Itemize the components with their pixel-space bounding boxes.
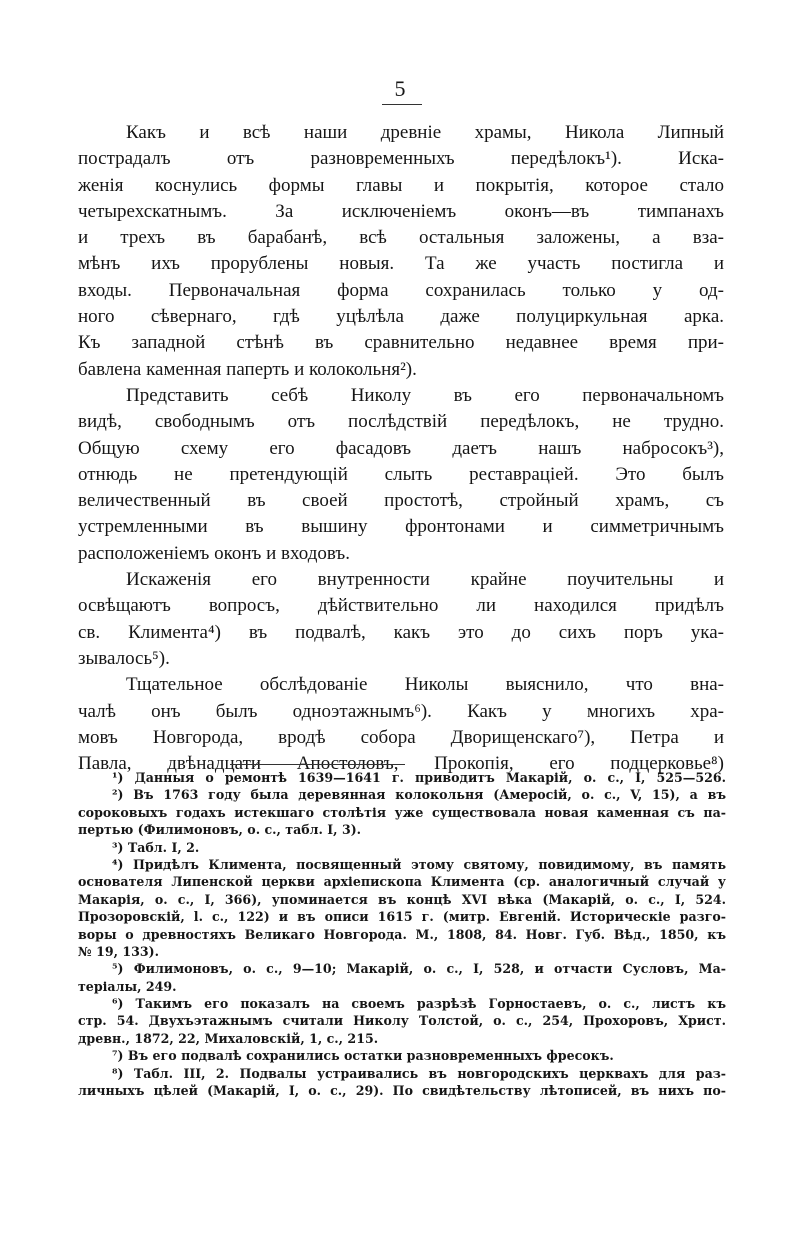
footnote-line: Макарія, о. с., I, 366), упоминается въ концѣ XVI вѣка (Макарій, о. с., I, 524. xyxy=(78,891,726,907)
footnotes xyxy=(78,769,726,1099)
text-line: четырехскатнымъ. За исключеніемъ оконъ—въ тимпанахъ xyxy=(78,200,724,222)
footnote-line: Прозоровскій, l. с., 122) и въ описи 1615 г. (митр. Евгеній. Историческіе разго- xyxy=(78,909,726,925)
page-number: 5 xyxy=(394,76,406,101)
footnote-line: № 19, 133). xyxy=(78,943,159,959)
footnote-line: стр. 54. Двухъэтажнымъ считали Николу Толстой, о. с., 254, Прохоровъ, Христ. xyxy=(78,1013,726,1029)
text-line: Тщательное обслѣдованіе Николы выяснило, что вна- xyxy=(126,674,724,696)
footnote-line: пертью (Филимоновъ, о. с., табл. I, 3). xyxy=(78,822,362,838)
text-line: Общую схему его фасадовъ даетъ нашъ набросокъ³), xyxy=(78,437,724,459)
footnote-line: ⁷) Въ его подвалѣ сохранились остатки разновременныхъ фресокъ. xyxy=(112,1048,614,1064)
text-line: пострадалъ отъ разновременныхъ передѣлокъ¹). Иска- xyxy=(78,148,724,170)
text-line: мовъ Новгорода, вродѣ собора Дворищенскаго⁷), Петра и xyxy=(78,726,724,748)
text-line: расположеніемъ оконъ и входовъ. xyxy=(78,542,350,564)
text-line: зывалось⁵). xyxy=(78,647,170,669)
text-line: освѣщаютъ вопросъ, дѣйствительно ли находился придѣлъ xyxy=(78,595,724,617)
text-line: входы. Первоначальная форма сохранилась только у од- xyxy=(78,279,724,301)
footnote-line: основателя Липенской церкви архіепископа Климента (ср. аналогичный случай у xyxy=(78,874,726,890)
text-line: видѣ, свободнымъ отъ послѣдствій передѣлокъ, не трудно. xyxy=(78,411,724,433)
text-line: мѣнъ ихъ прорублены новыя. Та же участь постигла и xyxy=(78,253,724,275)
text-line: св. Климента⁴) въ подвалѣ, какъ это до сихъ поръ ука- xyxy=(78,621,724,643)
footnote-line: ⁴) Придѣлъ Климента, посвященный этому святому, повидимому, въ память xyxy=(112,856,726,872)
footnote-line: ¹) Данныя о ремонтѣ 1639—1641 г. приводитъ Макарій, о. с., I, 525—526. xyxy=(112,770,726,785)
text-line: чалѣ онъ былъ одноэтажнымъ⁶). Какъ у многихъ хра- xyxy=(78,700,724,722)
text-line: ного сѣвернаго, гдѣ уцѣлѣла даже полуциркульная арка. xyxy=(78,306,724,328)
text-line: Павла, двѣнадцати Апостоловъ, Прокопія, его подцерковье⁸) xyxy=(78,753,724,775)
text-line: бавлена каменная паперть и колокольня²). xyxy=(78,358,417,380)
footnote-line: ⁶) Такимъ его показалъ на своемъ разрѣзѣ Горностаевъ, о. с., листъ къ xyxy=(112,996,726,1012)
text-line: Къ западной стѣнѣ въ сравнительно недавнее время при- xyxy=(78,332,724,354)
footnote-line: ³) Табл. I, 2. xyxy=(112,839,200,855)
text-line: Представить себѣ Николу въ его первоначальномъ xyxy=(126,384,724,406)
text-line: женія коснулись формы главы и покрытія, которое стало xyxy=(78,174,724,196)
text-line: отнюдь не претендующій слыть реставраціей. Это былъ xyxy=(78,463,724,485)
text-line: и трехъ въ барабанѣ, всѣ остальныя заложены, а вза- xyxy=(78,227,724,249)
text-line: Какъ и всѣ наши древніе храмы, Никола Липный xyxy=(126,122,724,143)
text-line: Искаженія его внутренности крайне поучительны и xyxy=(126,569,724,591)
page-number-rule xyxy=(382,104,422,105)
footnote-line: ⁵) Филимоновъ, о. с., 9—10; Макарій, о. с., I, 528, и отчасти Сусловъ, Ма- xyxy=(112,961,726,977)
footnote-line: теріалы, 249. xyxy=(78,978,177,994)
text-line: величественный въ своей простотѣ, стройный храмъ, съ xyxy=(78,490,724,512)
footnote-line: личныхъ цѣлей (Макарій, I, о. с., 29). По свидѣтельству лѣтописей, въ нихъ по- xyxy=(78,1083,726,1099)
main-text xyxy=(78,120,724,777)
footnote-line: ²) Въ 1763 году была деревянная колокольня (Амеросій, о. с., V, 15), а въ xyxy=(112,787,726,803)
footnote-line: ⁸) Табл. III, 2. Подвалы устраивались въ новгородскихъ церквахъ для раз- xyxy=(112,1065,726,1081)
footnote-separator xyxy=(230,764,405,765)
footnote-line: древн., 1872, 22, Михаловскій, 1, с., 215. xyxy=(78,1030,379,1046)
text-line: устремленными въ вышину фронтонами и симметричнымъ xyxy=(78,516,724,538)
footnote-line: воры о древностяхъ Великаго Новгорода. М., 1808, 84. Новг. Губ. Вѣд., 1850, къ xyxy=(78,926,726,942)
footnote-line: сороковыхъ годахъ истекшаго столѣтія уже существовала новая каменная съ па- xyxy=(78,804,726,820)
